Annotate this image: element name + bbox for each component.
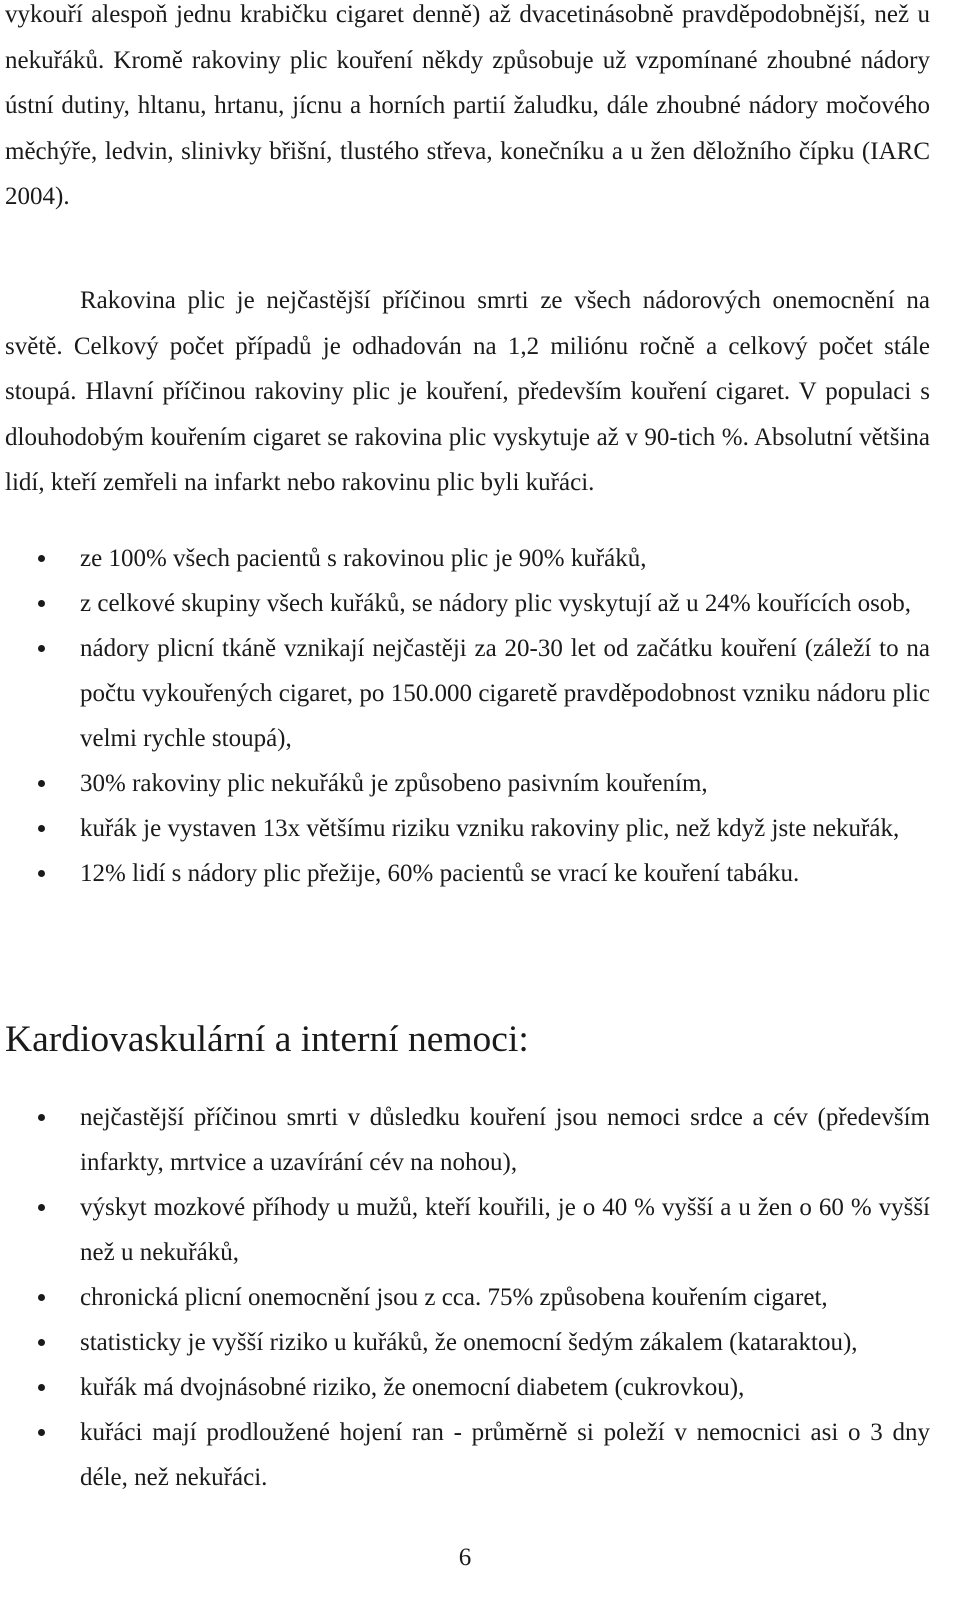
bullet-icon (38, 825, 45, 832)
list-item (0, 1275, 930, 1320)
lung-cancer-paragraph (5, 278, 930, 506)
list-item-text: chronická plicní onemocnění jsou z cca. 75% způsobena kouřením cigaret, (80, 1284, 828, 1311)
bullet-icon (38, 1114, 45, 1121)
list-item (0, 1320, 930, 1365)
list-item-text: nejčastější příčinou smrti v důsledku kouření jsou nemoci srdce a cév (především infarkty, mrtvice a uzavírání cév na nohou), (80, 1104, 930, 1176)
list-item (0, 851, 930, 896)
bullet-icon (38, 1384, 45, 1391)
list-item (0, 626, 930, 761)
list-item (0, 1185, 930, 1275)
bullet-icon (38, 1429, 45, 1436)
bullet-icon (38, 1294, 45, 1301)
intro-paragraph: vykouří alespoň jednu krabičku cigaret denně) až dvacetinásobně pravděpodobnější, než u nekuřáků. Kromě rakoviny plic kouření někdy způsobuje už vzpomínané zhoubné nádory ústní dutiny, hltanu, hrtanu, jícnu a horních partií žaludku, dále zhoubné nádory močového měchýře, ledvin, slinivky břišní, tlustého střeva, konečníku a u žen děložního čípku (IARC 2004). (5, 1, 930, 210)
bullet-icon (38, 1339, 45, 1346)
list-item-text: nádory plicní tkáně vznikají nejčastěji za 20-30 let od začátku kouření (záleží to na počtu vykouřených cigaret, po 150.000 cigaretě pravděpodobnost vzniku nádoru plic velmi rychle stoupá), (80, 635, 930, 752)
list-item-text: 30% rakoviny plic nekuřáků je způsobeno pasivním kouřením, (80, 770, 708, 797)
list-item (0, 581, 930, 626)
list-item-text: z celkové skupiny všech kuřáků, se nádory plic vyskytují až u 24% kouřících osob, (80, 590, 912, 617)
cardio-section-heading: Kardiovaskulární a interní nemoci: (5, 1019, 529, 1060)
lung-cancer-paragraph-text: Rakovina plic je nejčastější příčinou smrti ze všech nádorových onemocnění na světě. Celkový počet případů je odhadován na 1,2 miliónu ročně a celkový počet stále stoupá. Hlavní příčinou rakoviny plic je kouření, především kouření cigaret. V populaci s dlouhodobým kouřením cigaret se rakovina plic vyskytuje až v 90-tich %. Absolutní většina lidí, kteří zemřeli na infarkt nebo rakovinu plic byli kuřáci. (5, 287, 930, 496)
list-item-text: kuřák je vystaven 13x většímu riziku vzniku rakoviny plic, než když jste nekuřák, (80, 815, 900, 842)
list-item (0, 1410, 930, 1500)
list-item-text: výskyt mozkové příhody u mužů, kteří kouřili, je o 40 % vyšší a u žen o 60 % vyšší než u nekuřáků, (80, 1194, 930, 1266)
bullet-icon (38, 555, 45, 562)
bullet-icon (38, 645, 45, 652)
bullet-icon (38, 600, 45, 607)
list-item-text: 12% lidí s nádory plic přežije, 60% pacientů se vrací ke kouření tabáku. (80, 860, 800, 887)
list-item-text: statisticky je vyšší riziko u kuřáků, že onemocní šedým zákalem (kataraktou), (80, 1329, 858, 1356)
list-item (0, 806, 930, 851)
list-item (0, 761, 930, 806)
bullet-icon (38, 870, 45, 877)
bullet-icon (38, 1204, 45, 1211)
list-item (0, 1095, 930, 1185)
list-item-text: kuřáci mají prodloužené hojení ran - průměrně si poleží v nemocnici asi o 3 dny déle, než nekuřáci. (80, 1419, 930, 1491)
list-item (0, 1365, 930, 1410)
lung-cancer-facts-list (0, 536, 930, 896)
list-item-text: ze 100% všech pacientů s rakovinou plic je 90% kuřáků, (80, 545, 647, 572)
list-item (0, 536, 930, 581)
bullet-icon (38, 780, 45, 787)
list-item-text: kuřák má dvojnásobné riziko, že onemocní diabetem (cukrovkou), (80, 1374, 745, 1401)
cardio-facts-list (0, 1095, 930, 1500)
page-number: 6 (458, 1544, 472, 1571)
